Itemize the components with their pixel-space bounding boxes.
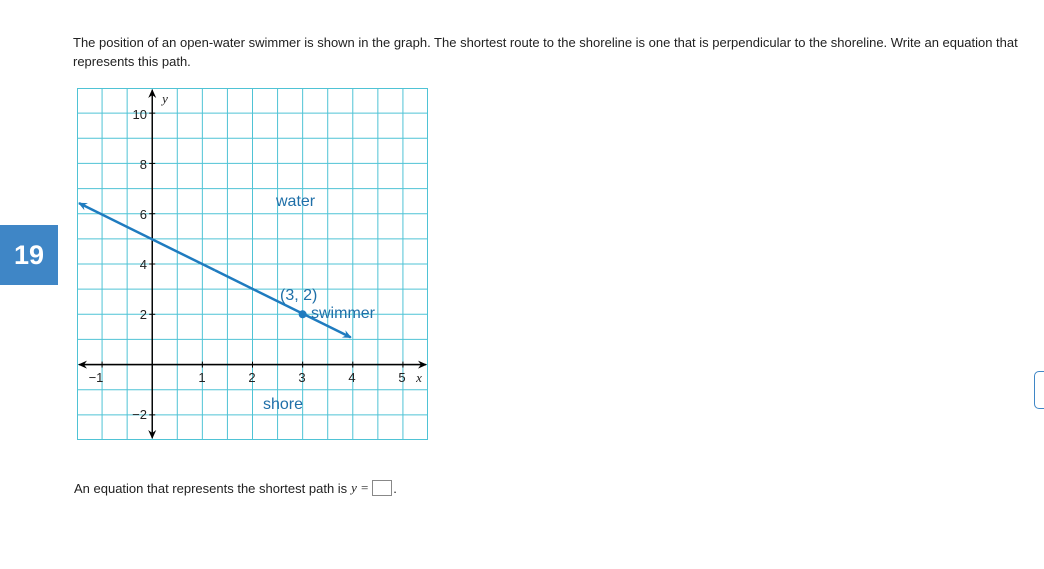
x-axis-label: x	[416, 370, 422, 385]
x-tick-label: 3	[298, 370, 306, 385]
answer-prompt	[74, 480, 397, 496]
question-number-badge: 19	[0, 225, 58, 285]
y-tick-label: 6	[139, 207, 147, 222]
x-tick-label: 2	[248, 370, 256, 385]
answer-input-box[interactable]	[372, 480, 392, 496]
swimmer-point	[299, 310, 307, 318]
water-label: water	[276, 193, 316, 210]
y-tick-label: −2	[132, 407, 147, 422]
answer-prefix: An equation that represents the shortest path is	[74, 480, 348, 496]
x-tick-label: 1	[198, 370, 206, 385]
y-axis-label: y	[162, 91, 168, 106]
point-coordinate-label: (3, 2)	[280, 287, 318, 304]
y-tick-label: 10	[132, 107, 147, 122]
data-points	[299, 310, 307, 318]
y-tick-label: 4	[139, 257, 147, 272]
graph-svg	[77, 88, 428, 440]
side-panel-tab[interactable]	[1034, 371, 1044, 409]
y-tick-label: 2	[139, 307, 147, 322]
coordinate-graph	[77, 88, 428, 440]
swimmer-label: swimmer	[311, 305, 375, 322]
x-tick-label: −1	[88, 370, 104, 385]
shore-label: shore	[263, 396, 304, 413]
answer-suffix: .	[393, 480, 397, 496]
answer-variable: y	[351, 480, 357, 495]
y-tick-label: 8	[139, 157, 147, 172]
x-tick-label: 5	[398, 370, 406, 385]
question-text: The position of an open-water swimmer is shown in the graph. The shortest route to the shoreline is one that is perpendicular to the shoreline. Write an equation that represents this path.	[73, 35, 1018, 69]
answer-equals: =	[360, 480, 369, 495]
x-tick-label: 4	[348, 370, 356, 385]
grid	[77, 88, 428, 440]
